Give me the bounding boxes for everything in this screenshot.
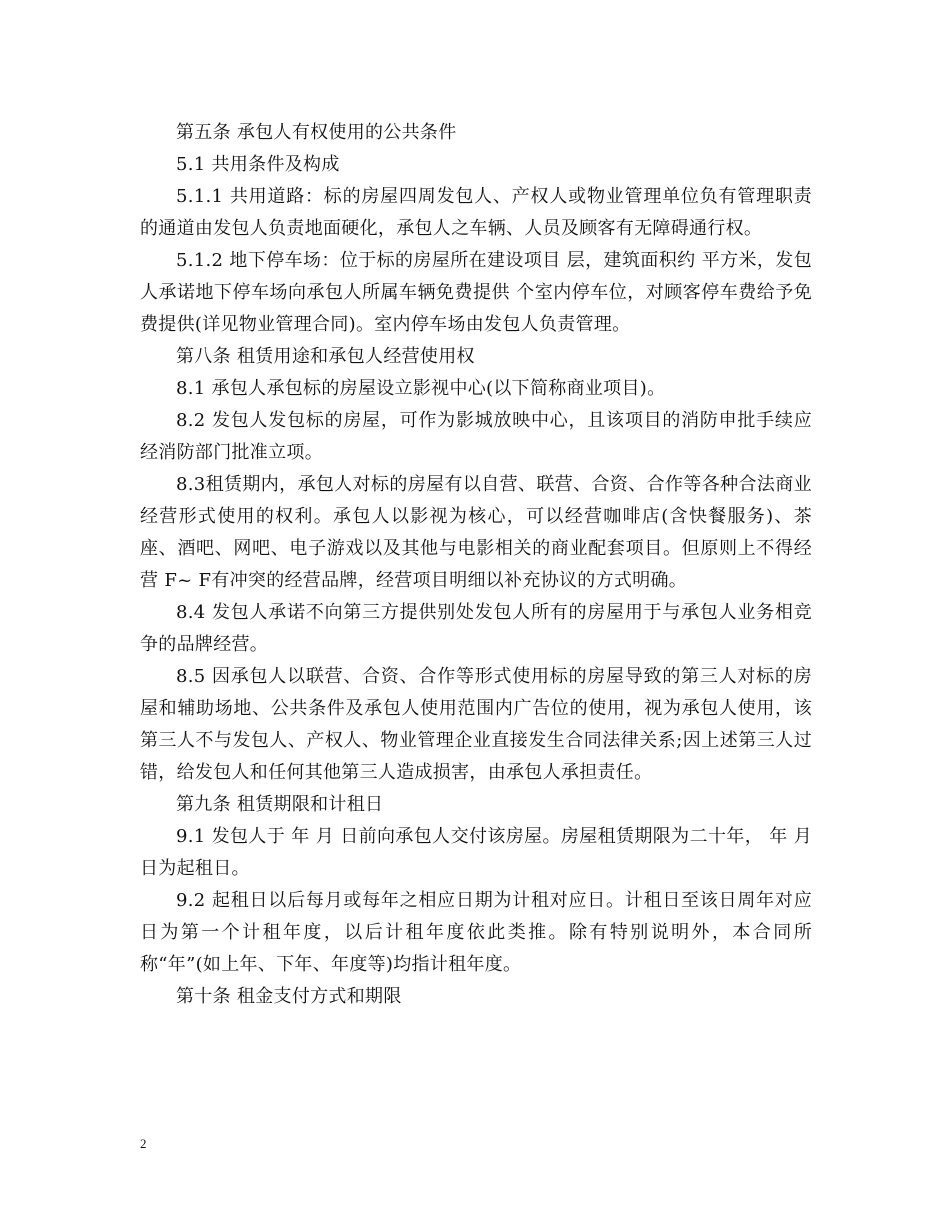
- clause-8-1: 8.1 承包人承包标的房屋设立影视中心(以下简称商业项目)。: [176, 378, 666, 399]
- clause-5-1-1: 5.1.1 共用道路：标的房屋四周发包人、产权人或物业管理单位负有管理职责的通道由发包人负责地面硬化，承包人之车辆、人员及顾客有无障碍通行权。: [140, 186, 812, 239]
- clause-9-1: 9.1 发包人于 年 月 日前向承包人交付该房屋。房屋租赁期限为二十年， 年 月 日为起租日。: [140, 826, 812, 879]
- clause-5-1-heading: 5.1 共用条件及构成: [176, 154, 340, 175]
- document-body: [140, 117, 812, 1013]
- clause-8-3: 8.3租赁期内，承包人对标的房屋有以自营、联营、合资、合作等各种合法商业经营形式使用的权利。承包人以影视为核心，可以经营咖啡店(含快餐服务)、茶座、酒吧、网吧、电子游戏以及其他与电影相关的商业配套项目。但原则上不得经营 F~ F有冲突的经营品牌，经营项目明细以补充协议的方式明确。: [140, 474, 812, 591]
- clause-5-1-2: 5.1.2 地下停车场：位于标的房屋所在建设项目 层，建筑面积约 平方米，发包人承诺地下停车场向承包人所属车辆免费提供 个室内停车位，对顾客停车费给予免费提供(详见物业管理合同)。室内停车场由发包人负责管理。: [140, 250, 812, 335]
- article-5-heading: 第五条 承包人有权使用的公共条件: [176, 122, 457, 143]
- clause-8-4: 8.4 发包人承诺不向第三方提供别处发包人所有的房屋用于与承包人业务相竞争的品牌经营。: [140, 602, 812, 655]
- clause-8-5: 8.5 因承包人以联营、合资、合作等形式使用标的房屋导致的第三人对标的房屋和辅助场地、公共条件及承包人使用范围内广告位的使用，视为承包人使用，该第三人不与发包人、产权人、物业管理企业直接发生合同法律关系;因上述第三人过错，给发包人和任何其他第三人造成损害，由承包人承担责任。: [140, 666, 812, 783]
- article-10-heading: 第十条 租金支付方式和期限: [176, 986, 402, 1007]
- clause-8-2: 8.2 发包人发包标的房屋，可作为影城放映中心，且该项目的消防申批手续应经消防部门批准立项。: [140, 410, 812, 463]
- article-8-heading: 第八条 租赁用途和承包人经营使用权: [176, 346, 475, 367]
- article-9-heading: 第九条 租赁期限和计租日: [176, 794, 384, 815]
- page-number: 2: [140, 1136, 147, 1151]
- clause-9-2: 9.2 起租日以后每月或每年之相应日期为计租对应日。计租日至该日周年对应日为第一个计租年度，以后计租年度依此类推。除有特别说明外，本合同所称“年”(如上年、下年、年度等)均指计租年度。: [140, 890, 812, 975]
